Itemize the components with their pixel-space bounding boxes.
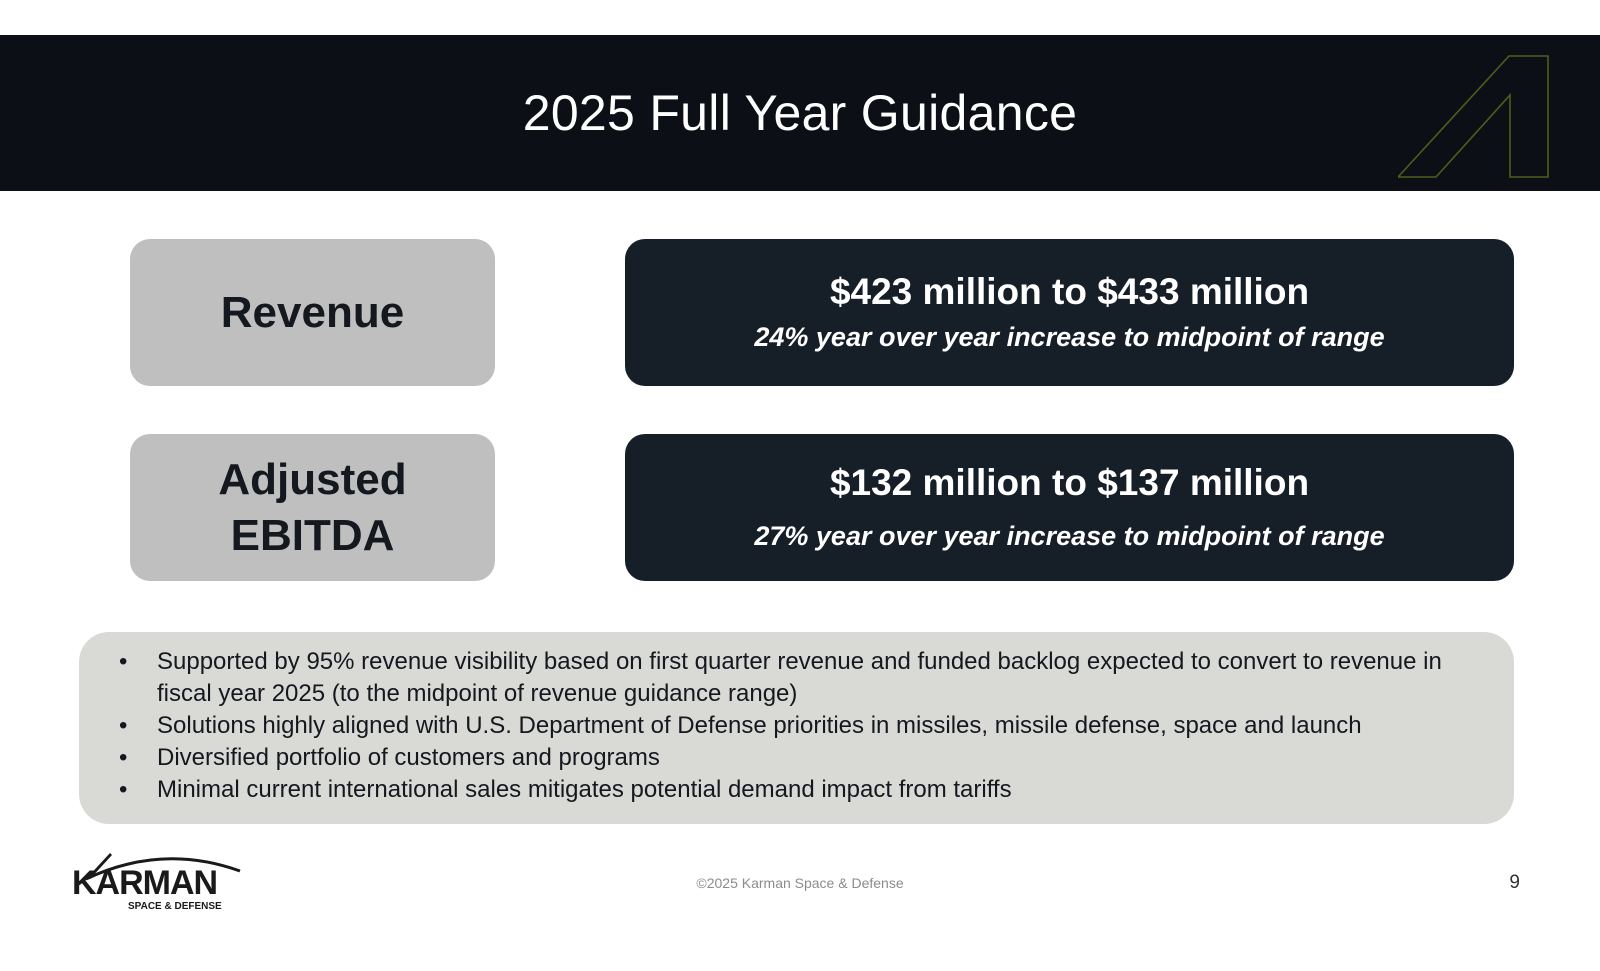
ebitda-value-box <box>625 434 1514 581</box>
ebitda-growth-note: 27% year over year increase to midpoint of range <box>754 520 1385 551</box>
header-banner <box>0 35 1600 191</box>
page-title: 2025 Full Year Guidance <box>522 85 1078 141</box>
bullet-icon: • <box>119 712 128 739</box>
revenue-value-box <box>625 239 1514 386</box>
ebitda-range: $132 million to $137 million <box>829 461 1310 503</box>
list-item: • Solutions highly aligned with U.S. Department of Defense priorities in missiles, missile defense, space and launch <box>99 710 1484 742</box>
bullet-icon: • <box>119 648 128 675</box>
bullet-icon: • <box>119 776 128 803</box>
list-item: • Diversified portfolio of customers and programs <box>99 742 1484 774</box>
karman-logo <box>72 849 244 911</box>
ebitda-label-line1: Adjusted <box>218 454 407 504</box>
revenue-label-box <box>130 239 495 386</box>
ebitda-label-line2: EBITDA <box>230 510 395 560</box>
copyright-text: ©2025 Karman Space & Defense <box>696 875 904 891</box>
list-item: • Minimal current international sales mitigates potential demand impact from tariffs <box>99 774 1484 806</box>
logo-subtext: SPACE & DEFENSE <box>128 901 222 911</box>
bullet-icon: • <box>119 744 128 771</box>
revenue-growth-note: 24% year over year increase to midpoint of range <box>754 321 1385 352</box>
brand-a-mark-icon <box>1398 55 1558 183</box>
ebitda-label-box <box>130 434 495 581</box>
revenue-label: Revenue <box>220 287 405 337</box>
notes-list <box>99 646 1484 806</box>
logo-wordmark: KARMAN <box>72 864 218 902</box>
notes-panel <box>79 632 1514 824</box>
page-number: 9 <box>1509 872 1520 893</box>
list-item: • Supported by 95% revenue visibility based on first quarter revenue and funded backlog expected to convert to revenue in fiscal year 2025 (to the midpoint of revenue guidance range) <box>119 648 1442 707</box>
revenue-range: $423 million to $433 million <box>829 270 1310 312</box>
